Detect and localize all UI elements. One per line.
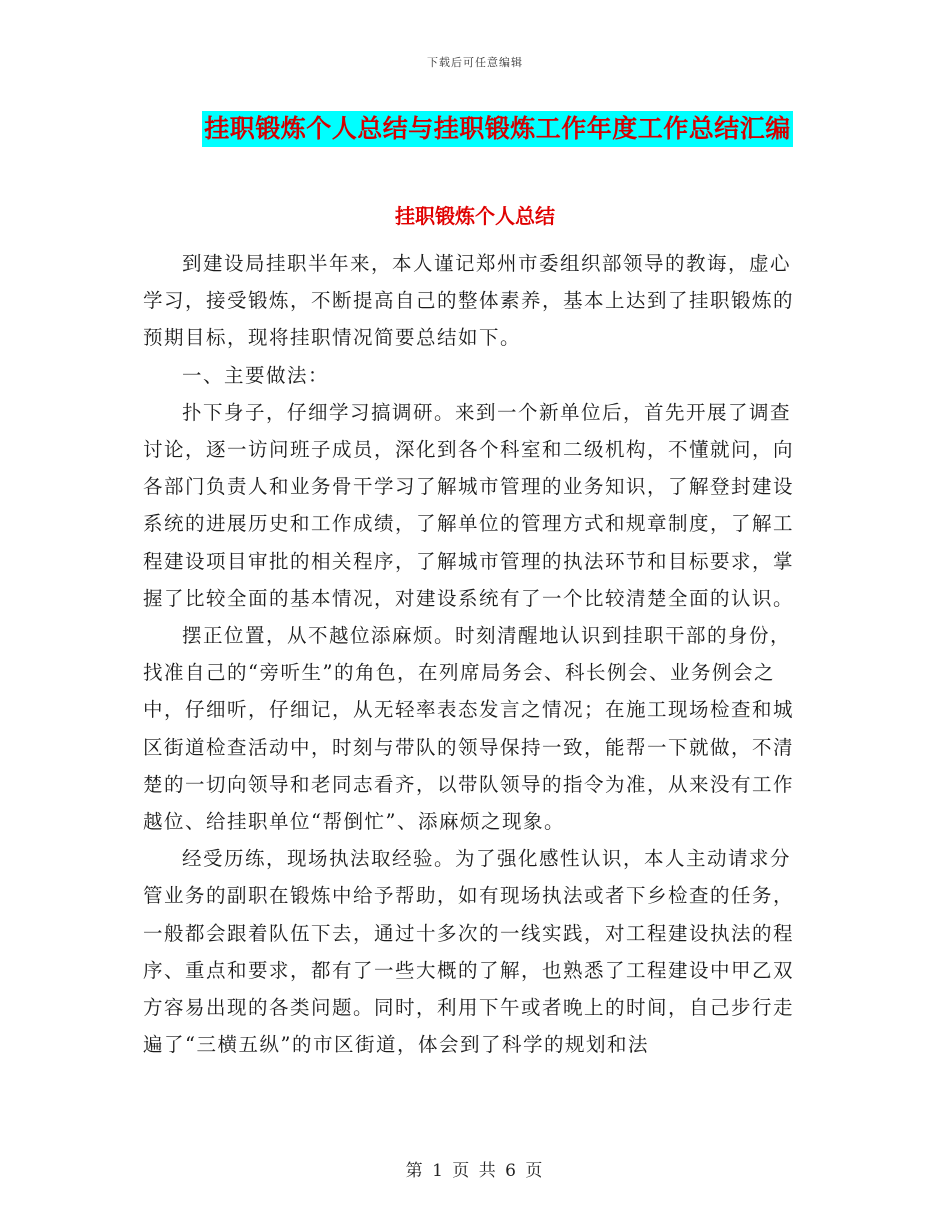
document-title: 挂职锻炼个人总结与挂职锻炼工作年度工作总结汇编 xyxy=(202,111,793,147)
section-title: 挂职锻炼个人总结 xyxy=(395,204,555,228)
paragraph-experience: 经受历练，现场执法取经验。为了强化感性认识，本人主动请求分管业务的副职在锻炼中给予帮助，如有现场执法或者下乡检查的任务，一般都会跟着队伍下去，通过十多次的一线实践，对工程建设执法的程序、重点和要求，都有了一些大概的了解，也熟悉了工程建设中甲乙双方容易出现的各类问题。同时，利用下午或者晚上的时间，自己步行走遍了“三横五纵”的市区街道，体会到了科学的规划和法 xyxy=(143,847,795,1057)
paragraph-heading-main-methods: 一、主要做法： xyxy=(182,363,330,387)
page-number-indicator: 第 1 页 共 6 页 xyxy=(405,1161,545,1181)
paragraph-intro: 到建设局挂职半年来，本人谨记郑州市委组织部领导的教诲，虚心学习，接受锻炼，不断提高自己的整体素养，基本上达到了挂职锻炼的预期目标，现将挂职情况简要总结如下。 xyxy=(143,252,795,350)
page-header-note: 下载后可任意编辑 xyxy=(427,56,523,69)
paragraph-position: 摆正位置，从不越位添麻烦。时刻清醒地认识到挂职干部的身份，找准自己的“旁听生”的角色，在列席局务会、科长例会、业务例会之中，仔细听，仔细记，从无轻率表态发言之情况；在施工现场检查和城区街道检查活动中，时刻与带队的领导保持一致，能帮一下就做，不清楚的一切向领导和老同志看齐，以带队领导的指令为准，从来没有工作越位、给挂职单位“帮倒忙”、添麻烦之现象。 xyxy=(143,624,795,834)
document-title-container xyxy=(0,111,950,147)
paragraph-research: 扑下身子，仔细学习搞调研。来到一个新单位后，首先开展了调查讨论，逐一访问班子成员，深化到各个科室和二级机构，不懂就问，向各部门负责人和业务骨干学习了解城市管理的业务知识，了解登封建设系统的进展历史和工作成绩，了解单位的管理方式和规章制度，了解工程建设项目审批的相关程序，了解城市管理的执法环节和目标要求，掌握了比较全面的基本情况，对建设系统有了一个比较清楚全面的认识。 xyxy=(143,400,795,610)
document-body xyxy=(143,245,809,1063)
